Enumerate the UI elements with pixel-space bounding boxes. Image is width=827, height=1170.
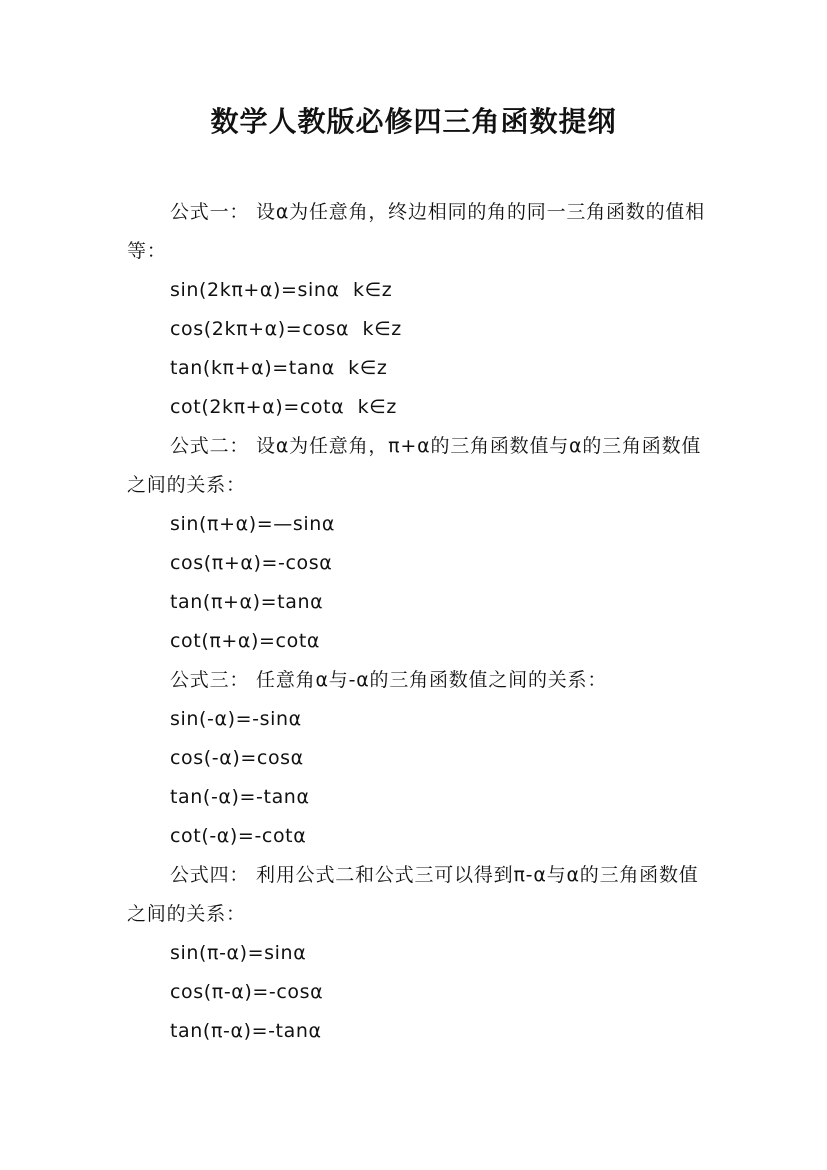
formula-1-heading: 公式一： 设α为任意角，终边相同的角的同一三角函数的值相等： — [127, 201, 705, 262]
formula-line: cot(2kπ+α)=cotα k∈z — [170, 396, 397, 418]
page-title: 数学人教版必修四三角函数提纲 — [210, 105, 617, 138]
formula-line: cot(π+α)=cotα — [170, 630, 320, 652]
formula-line: tan(-α)=-tanα — [170, 786, 310, 808]
formula-line: sin(π+α)=—sinα — [170, 513, 335, 535]
formula-line: cos(π-α)=-cosα — [170, 981, 324, 1003]
formula-2-heading: 公式二： 设α为任意角，π+α的三角函数值与α的三角函数值之间的关系： — [127, 435, 702, 496]
formula-4-heading: 公式四： 利用公式二和公式三可以得到π-α与α的三角函数值之间的关系： — [127, 864, 699, 925]
formula-line: cos(-α)=cosα — [170, 747, 304, 769]
document-body — [127, 193, 707, 1051]
formula-line: cos(2kπ+α)=cosα k∈z — [170, 318, 402, 340]
formula-line: sin(π-α)=sinα — [170, 942, 307, 964]
formula-line: cot(-α)=-cotα — [170, 825, 307, 847]
formula-line: tan(π+α)=tanα — [170, 591, 324, 613]
formula-line: sin(2kπ+α)=sinα k∈z — [170, 279, 393, 301]
formula-3-heading: 公式三： 任意角α与-α的三角函数值之间的关系： — [170, 669, 608, 691]
formula-line: tan(π-α)=-tanα — [170, 1020, 322, 1042]
formula-line: sin(-α)=-sinα — [170, 708, 302, 730]
formula-line: cos(π+α)=-cosα — [170, 552, 333, 574]
formula-line: tan(kπ+α)=tanα k∈z — [170, 357, 388, 379]
